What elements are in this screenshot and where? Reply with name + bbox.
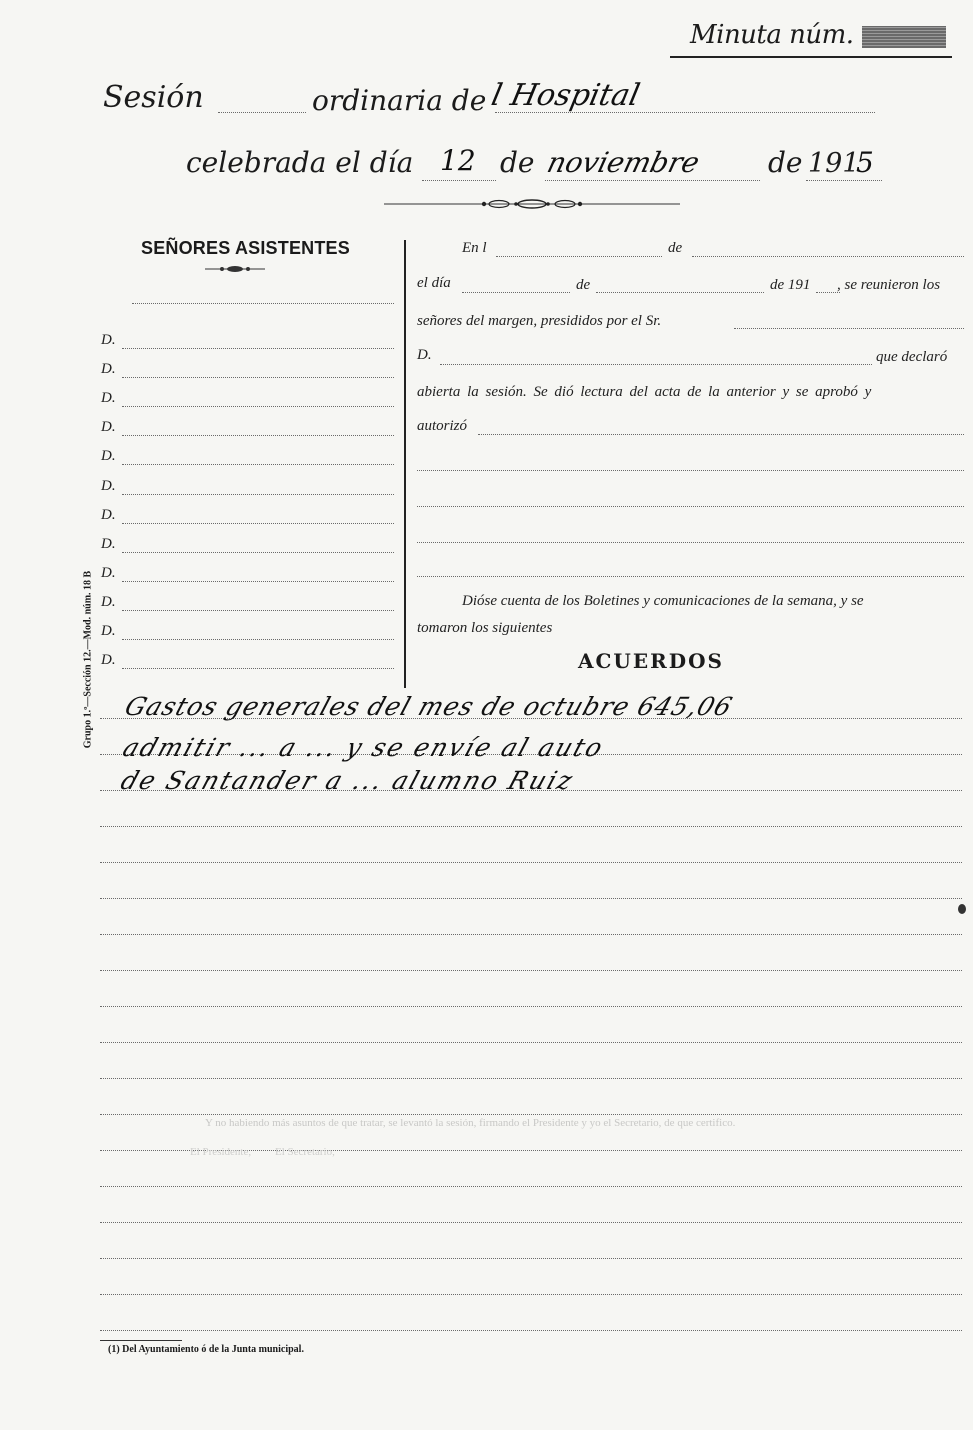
blank-line-1	[417, 470, 964, 471]
ruled-line	[100, 1078, 962, 1079]
blank-line-3	[417, 542, 964, 543]
attendee-line	[122, 668, 394, 669]
handwritten-line-3: de Santander a ... alumno Ruiz	[117, 766, 578, 795]
asistentes-heading: SEÑORES ASISTENTES	[141, 238, 350, 258]
ruled-line	[100, 1258, 962, 1259]
year-prefix: 191	[808, 148, 860, 179]
ruled-line	[100, 898, 962, 899]
attendee-line	[122, 464, 394, 465]
session-type: ordinaria de	[312, 84, 487, 117]
blank-line-2	[417, 506, 964, 507]
el-dia-dots	[462, 292, 570, 293]
footnote-text: (1) Del Ayuntamiento ó de la Junta municipal.	[108, 1344, 304, 1355]
de-b-dots	[596, 292, 764, 293]
minuta-label: Minuta núm.	[690, 20, 854, 50]
attendee-prefix: D.	[101, 506, 116, 523]
de-label-a: de	[668, 240, 683, 256]
asistentes-top-dots	[132, 303, 394, 304]
sesion-label: Sesión	[103, 80, 204, 115]
attendee-prefix: D.	[101, 448, 116, 465]
celebrada-label: celebrada el día	[186, 146, 414, 179]
autorizo-dots	[478, 434, 964, 435]
year-suffix-handwritten: 5	[856, 146, 874, 179]
attendee-line	[122, 377, 394, 378]
en-label: En l	[462, 240, 487, 256]
ornament-divider	[384, 197, 680, 211]
senores-dots	[734, 328, 964, 329]
abierta-text: abierta la sesión. Se dió lectura del acta de la anterior y se aprobó y	[417, 384, 872, 400]
handwritten-line-1: Gastos generales del mes de octubre 645,06	[121, 692, 737, 721]
attendee-prefix: D.	[101, 477, 116, 494]
blank-line-4	[417, 576, 964, 577]
attendee-prefix: D.	[101, 361, 116, 378]
de-191-label: de 191	[770, 277, 811, 293]
ruled-line	[100, 1006, 962, 1007]
attendee-line	[122, 581, 394, 582]
acuerdos-heading: ACUERDOS	[578, 649, 724, 673]
year-dots	[806, 180, 882, 181]
reunieron-label: , se reunieron los	[837, 277, 941, 293]
el-dia-label: el día	[417, 275, 451, 291]
ruled-line	[100, 1042, 962, 1043]
sesion-dots	[218, 112, 306, 113]
attendee-prefix: D.	[101, 419, 116, 436]
attendee-prefix: D.	[101, 593, 116, 610]
attendee-line	[122, 639, 394, 640]
form-model-note: Grupo 1.º—Sección 12.—Mod. núm. 18 B	[82, 570, 94, 749]
que-declaro-label: que declaró	[876, 349, 948, 365]
de-label-b: de	[576, 277, 591, 293]
attendee-line	[122, 348, 394, 349]
ruled-line	[100, 1222, 962, 1223]
ruled-line	[100, 1114, 962, 1115]
minuta-header	[690, 18, 948, 58]
de-a-dots	[692, 256, 964, 257]
autorizo-label: autorizó	[417, 418, 468, 434]
attendee-line	[122, 435, 394, 436]
ruled-line	[100, 934, 962, 935]
page-edge-mark	[958, 904, 966, 914]
column-divider	[404, 240, 406, 688]
ruled-line	[100, 1186, 962, 1187]
day-dots	[422, 180, 496, 181]
session-entity-handwritten: l Hospital	[488, 78, 643, 113]
minuta-number-box	[862, 26, 946, 48]
attendee-line	[122, 494, 394, 495]
ruled-line	[100, 826, 962, 827]
month-handwritten: noviembre	[543, 146, 703, 179]
attendee-line	[122, 610, 394, 611]
attendee-line	[122, 552, 394, 553]
attendee-line	[122, 406, 394, 407]
minuta-underline	[670, 56, 952, 58]
presidente-prefix: D.	[417, 347, 432, 363]
attendee-prefix: D.	[101, 652, 116, 669]
en-dots	[496, 256, 662, 257]
attendee-prefix: D.	[101, 390, 116, 407]
de-label-2: de	[768, 146, 803, 179]
ruled-line	[100, 862, 962, 863]
de-label-1: de	[500, 146, 535, 179]
ruled-line	[100, 970, 962, 971]
tomaron-text: tomaron los siguientes	[417, 620, 553, 636]
attendee-prefix: D.	[101, 332, 116, 348]
footnote-rule	[100, 1340, 182, 1341]
entity-dots	[495, 112, 875, 113]
attendee-prefix: D.	[101, 564, 116, 581]
day-handwritten: 12	[440, 144, 476, 177]
attendee-prefix: D.	[101, 623, 116, 639]
attendee-line	[122, 523, 394, 524]
bleed-text-3: El Secretario,	[275, 1146, 335, 1158]
month-dots	[545, 180, 760, 181]
presidente-dots	[440, 364, 872, 365]
bleed-text-2: El Presidente,	[190, 1146, 252, 1158]
asistentes-ornament	[205, 264, 265, 274]
ruled-line	[100, 1294, 962, 1295]
ruled-line	[100, 1330, 962, 1331]
attendee-prefix: D.	[101, 535, 116, 552]
diose-text: Dióse cuenta de los Boletines y comunicaciones de la semana, y se	[462, 593, 864, 609]
bleed-text-1: Y no habiendo más asuntos de que tratar, se levantó la sesión, firmando el Presidente y yo el Secretario, de que certifico.	[205, 1117, 736, 1129]
senores-label: señores del margen, presididos por el Sr.	[417, 313, 662, 329]
handwritten-line-2: admitir ... a ... y se envíe al auto	[119, 733, 609, 762]
